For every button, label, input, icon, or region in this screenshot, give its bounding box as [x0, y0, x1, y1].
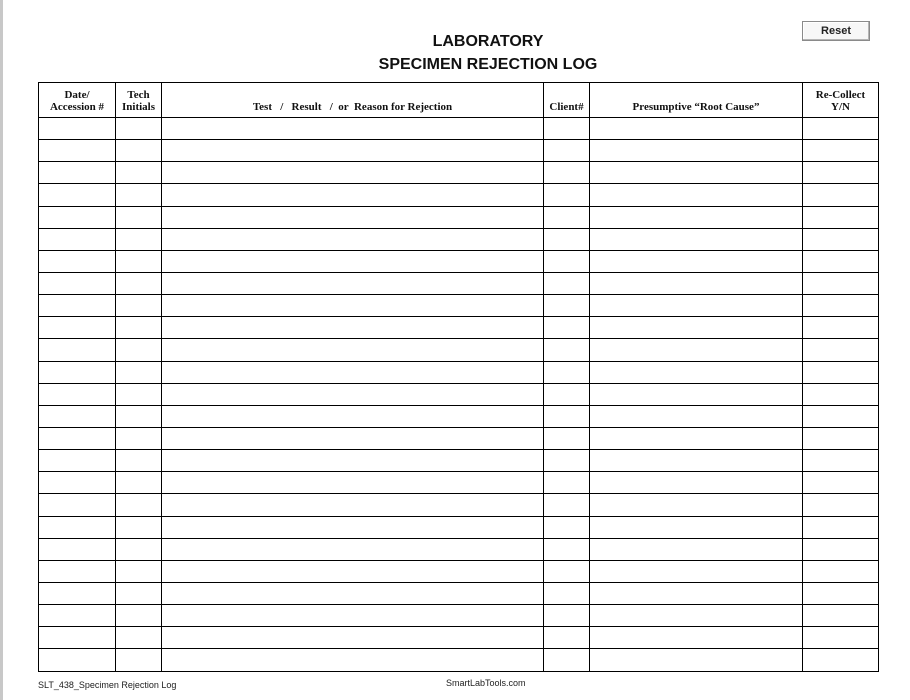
cell-recollect[interactable]	[803, 627, 879, 649]
cell-test-result-reason[interactable]	[162, 272, 544, 294]
column-header-date-accession	[39, 83, 116, 118]
cell-test-result-reason[interactable]	[162, 206, 544, 228]
cell-client[interactable]	[544, 228, 590, 250]
cell-client[interactable]	[544, 560, 590, 582]
cell-recollect[interactable]	[803, 361, 879, 383]
cell-tech-initials[interactable]	[116, 494, 162, 516]
cell-root-cause[interactable]	[590, 206, 803, 228]
cell-recollect[interactable]	[803, 405, 879, 427]
cell-recollect[interactable]	[803, 206, 879, 228]
cell-client[interactable]	[544, 405, 590, 427]
cell-recollect[interactable]	[803, 317, 879, 339]
cell-date-accession[interactable]	[39, 582, 116, 604]
cell-date-accession[interactable]	[39, 605, 116, 627]
cell-recollect[interactable]	[803, 339, 879, 361]
cell-recollect[interactable]	[803, 472, 879, 494]
cell-client[interactable]	[544, 383, 590, 405]
cell-tech-initials[interactable]	[116, 250, 162, 272]
cell-test-result-reason[interactable]	[162, 450, 544, 472]
cell-date-accession[interactable]	[39, 272, 116, 294]
cell-client[interactable]	[544, 339, 590, 361]
cell-recollect[interactable]	[803, 250, 879, 272]
cell-tech-initials[interactable]	[116, 272, 162, 294]
column-header-test-result-reason	[162, 83, 544, 118]
cell-client[interactable]	[544, 605, 590, 627]
table-row	[39, 405, 879, 427]
cell-recollect[interactable]	[803, 494, 879, 516]
table-row	[39, 427, 879, 449]
table-row	[39, 450, 879, 472]
cell-recollect[interactable]	[803, 516, 879, 538]
cell-root-cause[interactable]	[590, 405, 803, 427]
cell-root-cause[interactable]	[590, 383, 803, 405]
column-header-recollect	[803, 83, 879, 118]
cell-test-result-reason[interactable]	[162, 405, 544, 427]
cell-tech-initials[interactable]	[116, 560, 162, 582]
cell-date-accession[interactable]	[39, 140, 116, 162]
cell-client[interactable]	[544, 427, 590, 449]
cell-test-result-reason[interactable]	[162, 140, 544, 162]
header-line: Tech	[127, 89, 150, 101]
table-row	[39, 649, 879, 671]
cell-root-cause[interactable]	[590, 339, 803, 361]
table-row	[39, 472, 879, 494]
table-row	[39, 383, 879, 405]
table-row	[39, 582, 879, 604]
table-row	[39, 627, 879, 649]
rejection-log-table	[38, 82, 879, 672]
cell-recollect[interactable]	[803, 295, 879, 317]
cell-recollect[interactable]	[803, 649, 879, 671]
cell-test-result-reason[interactable]	[162, 118, 544, 140]
cell-test-result-reason[interactable]	[162, 162, 544, 184]
footer-form-id: SLT_438_Specimen Rejection Log	[38, 680, 177, 690]
cell-root-cause[interactable]	[590, 427, 803, 449]
cell-test-result-reason[interactable]	[162, 228, 544, 250]
table-row	[39, 162, 879, 184]
cell-recollect[interactable]	[803, 272, 879, 294]
cell-recollect[interactable]	[803, 184, 879, 206]
cell-date-accession[interactable]	[39, 427, 116, 449]
cell-root-cause[interactable]	[590, 140, 803, 162]
reset-button[interactable]: Reset	[802, 21, 870, 41]
cell-test-result-reason[interactable]	[162, 649, 544, 671]
cell-date-accession[interactable]	[39, 649, 116, 671]
cell-test-result-reason[interactable]	[162, 295, 544, 317]
cell-test-result-reason[interactable]	[162, 339, 544, 361]
column-header-root-cause	[590, 83, 803, 118]
header-line: Initials	[121, 101, 155, 113]
cell-root-cause[interactable]	[590, 250, 803, 272]
cell-client[interactable]	[544, 140, 590, 162]
cell-test-result-reason[interactable]	[162, 538, 544, 560]
cell-root-cause[interactable]	[590, 605, 803, 627]
cell-root-cause[interactable]	[590, 582, 803, 604]
cell-tech-initials[interactable]	[116, 427, 162, 449]
cell-test-result-reason[interactable]	[162, 516, 544, 538]
cell-test-result-reason[interactable]	[162, 472, 544, 494]
table-row	[39, 184, 879, 206]
cell-root-cause[interactable]	[590, 317, 803, 339]
header-line: Test / Result / or Reason for Rejection	[252, 101, 453, 113]
cell-client[interactable]	[544, 494, 590, 516]
cell-test-result-reason[interactable]	[162, 427, 544, 449]
cell-root-cause[interactable]	[590, 361, 803, 383]
cell-client[interactable]	[544, 317, 590, 339]
cell-date-accession[interactable]	[39, 162, 116, 184]
cell-date-accession[interactable]	[39, 206, 116, 228]
cell-root-cause[interactable]	[590, 162, 803, 184]
cell-recollect[interactable]	[803, 560, 879, 582]
cell-recollect[interactable]	[803, 450, 879, 472]
table-row	[39, 317, 879, 339]
cell-test-result-reason[interactable]	[162, 494, 544, 516]
cell-recollect[interactable]	[803, 118, 879, 140]
cell-test-result-reason[interactable]	[162, 582, 544, 604]
table-row	[39, 494, 879, 516]
header-line: Presumptive “Root Cause”	[632, 101, 760, 113]
cell-tech-initials[interactable]	[116, 649, 162, 671]
cell-root-cause[interactable]	[590, 450, 803, 472]
cell-date-accession[interactable]	[39, 472, 116, 494]
cell-client[interactable]	[544, 649, 590, 671]
cell-client[interactable]	[544, 627, 590, 649]
cell-client[interactable]	[544, 250, 590, 272]
cell-root-cause[interactable]	[590, 295, 803, 317]
cell-test-result-reason[interactable]	[162, 383, 544, 405]
cell-date-accession[interactable]	[39, 560, 116, 582]
cell-root-cause[interactable]	[590, 184, 803, 206]
table-row	[39, 295, 879, 317]
cell-client[interactable]	[544, 162, 590, 184]
table-row	[39, 272, 879, 294]
cell-client[interactable]	[544, 582, 590, 604]
cell-root-cause[interactable]	[590, 472, 803, 494]
cell-date-accession[interactable]	[39, 494, 116, 516]
cell-recollect[interactable]	[803, 228, 879, 250]
cell-recollect[interactable]	[803, 383, 879, 405]
header-line: Accession #	[49, 101, 105, 113]
cell-tech-initials[interactable]	[116, 295, 162, 317]
cell-test-result-reason[interactable]	[162, 605, 544, 627]
cell-root-cause[interactable]	[590, 118, 803, 140]
cell-client[interactable]	[544, 272, 590, 294]
cell-tech-initials[interactable]	[116, 339, 162, 361]
table-row	[39, 605, 879, 627]
cell-client[interactable]	[544, 472, 590, 494]
footer-website: SmartLabTools.com	[446, 678, 526, 688]
cell-test-result-reason[interactable]	[162, 560, 544, 582]
cell-date-accession[interactable]	[39, 405, 116, 427]
cell-recollect[interactable]	[803, 140, 879, 162]
cell-date-accession[interactable]	[39, 339, 116, 361]
cell-date-accession[interactable]	[39, 228, 116, 250]
cell-test-result-reason[interactable]	[162, 250, 544, 272]
cell-tech-initials[interactable]	[116, 228, 162, 250]
table-row	[39, 361, 879, 383]
cell-tech-initials[interactable]	[116, 405, 162, 427]
cell-tech-initials[interactable]	[116, 206, 162, 228]
header-line: Y/N	[831, 101, 850, 113]
cell-date-accession[interactable]	[39, 250, 116, 272]
cell-tech-initials[interactable]	[116, 605, 162, 627]
cell-tech-initials[interactable]	[116, 582, 162, 604]
table-row	[39, 250, 879, 272]
cell-root-cause[interactable]	[590, 560, 803, 582]
cell-tech-initials[interactable]	[116, 361, 162, 383]
cell-client[interactable]	[544, 118, 590, 140]
cell-tech-initials[interactable]	[116, 472, 162, 494]
page-subtitle: SPECIMEN REJECTION LOG	[378, 56, 598, 73]
column-header-client	[544, 83, 590, 118]
cell-client[interactable]	[544, 206, 590, 228]
cell-date-accession[interactable]	[39, 383, 116, 405]
cell-date-accession[interactable]	[39, 184, 116, 206]
cell-tech-initials[interactable]	[116, 383, 162, 405]
cell-test-result-reason[interactable]	[162, 627, 544, 649]
cell-client[interactable]	[544, 516, 590, 538]
column-header-tech-initials	[116, 83, 162, 118]
cell-recollect[interactable]	[803, 538, 879, 560]
cell-tech-initials[interactable]	[116, 118, 162, 140]
table-row	[39, 118, 879, 140]
cell-client[interactable]	[544, 184, 590, 206]
cell-recollect[interactable]	[803, 582, 879, 604]
header-line: Client#	[549, 101, 584, 113]
table-header-row	[39, 83, 879, 118]
cell-date-accession[interactable]	[39, 450, 116, 472]
cell-recollect[interactable]	[803, 605, 879, 627]
cell-tech-initials[interactable]	[116, 516, 162, 538]
cell-date-accession[interactable]	[39, 118, 116, 140]
cell-date-accession[interactable]	[39, 361, 116, 383]
cell-root-cause[interactable]	[590, 649, 803, 671]
cell-root-cause[interactable]	[590, 272, 803, 294]
cell-tech-initials[interactable]	[116, 450, 162, 472]
header-line: Date/	[64, 89, 90, 101]
cell-date-accession[interactable]	[39, 317, 116, 339]
cell-tech-initials[interactable]	[116, 162, 162, 184]
cell-date-accession[interactable]	[39, 627, 116, 649]
cell-root-cause[interactable]	[590, 627, 803, 649]
cell-tech-initials[interactable]	[116, 538, 162, 560]
cell-tech-initials[interactable]	[116, 140, 162, 162]
cell-tech-initials[interactable]	[116, 627, 162, 649]
cell-recollect[interactable]	[803, 427, 879, 449]
cell-client[interactable]	[544, 295, 590, 317]
table-row	[39, 538, 879, 560]
cell-test-result-reason[interactable]	[162, 184, 544, 206]
cell-client[interactable]	[544, 361, 590, 383]
page-left-edge	[0, 0, 3, 700]
table-row	[39, 560, 879, 582]
header-line: Re-Collect	[815, 89, 866, 101]
table-row	[39, 206, 879, 228]
page-title: LABORATORY	[432, 33, 544, 50]
cell-date-accession[interactable]	[39, 538, 116, 560]
cell-recollect[interactable]	[803, 162, 879, 184]
cell-tech-initials[interactable]	[116, 184, 162, 206]
table-row	[39, 516, 879, 538]
cell-date-accession[interactable]	[39, 516, 116, 538]
cell-root-cause[interactable]	[590, 494, 803, 516]
cell-root-cause[interactable]	[590, 538, 803, 560]
table-row	[39, 140, 879, 162]
cell-client[interactable]	[544, 450, 590, 472]
cell-test-result-reason[interactable]	[162, 361, 544, 383]
cell-client[interactable]	[544, 538, 590, 560]
table-body	[39, 118, 879, 672]
table-row	[39, 228, 879, 250]
table-row	[39, 339, 879, 361]
cell-root-cause[interactable]	[590, 228, 803, 250]
cell-tech-initials[interactable]	[116, 317, 162, 339]
cell-root-cause[interactable]	[590, 516, 803, 538]
cell-test-result-reason[interactable]	[162, 317, 544, 339]
cell-date-accession[interactable]	[39, 295, 116, 317]
